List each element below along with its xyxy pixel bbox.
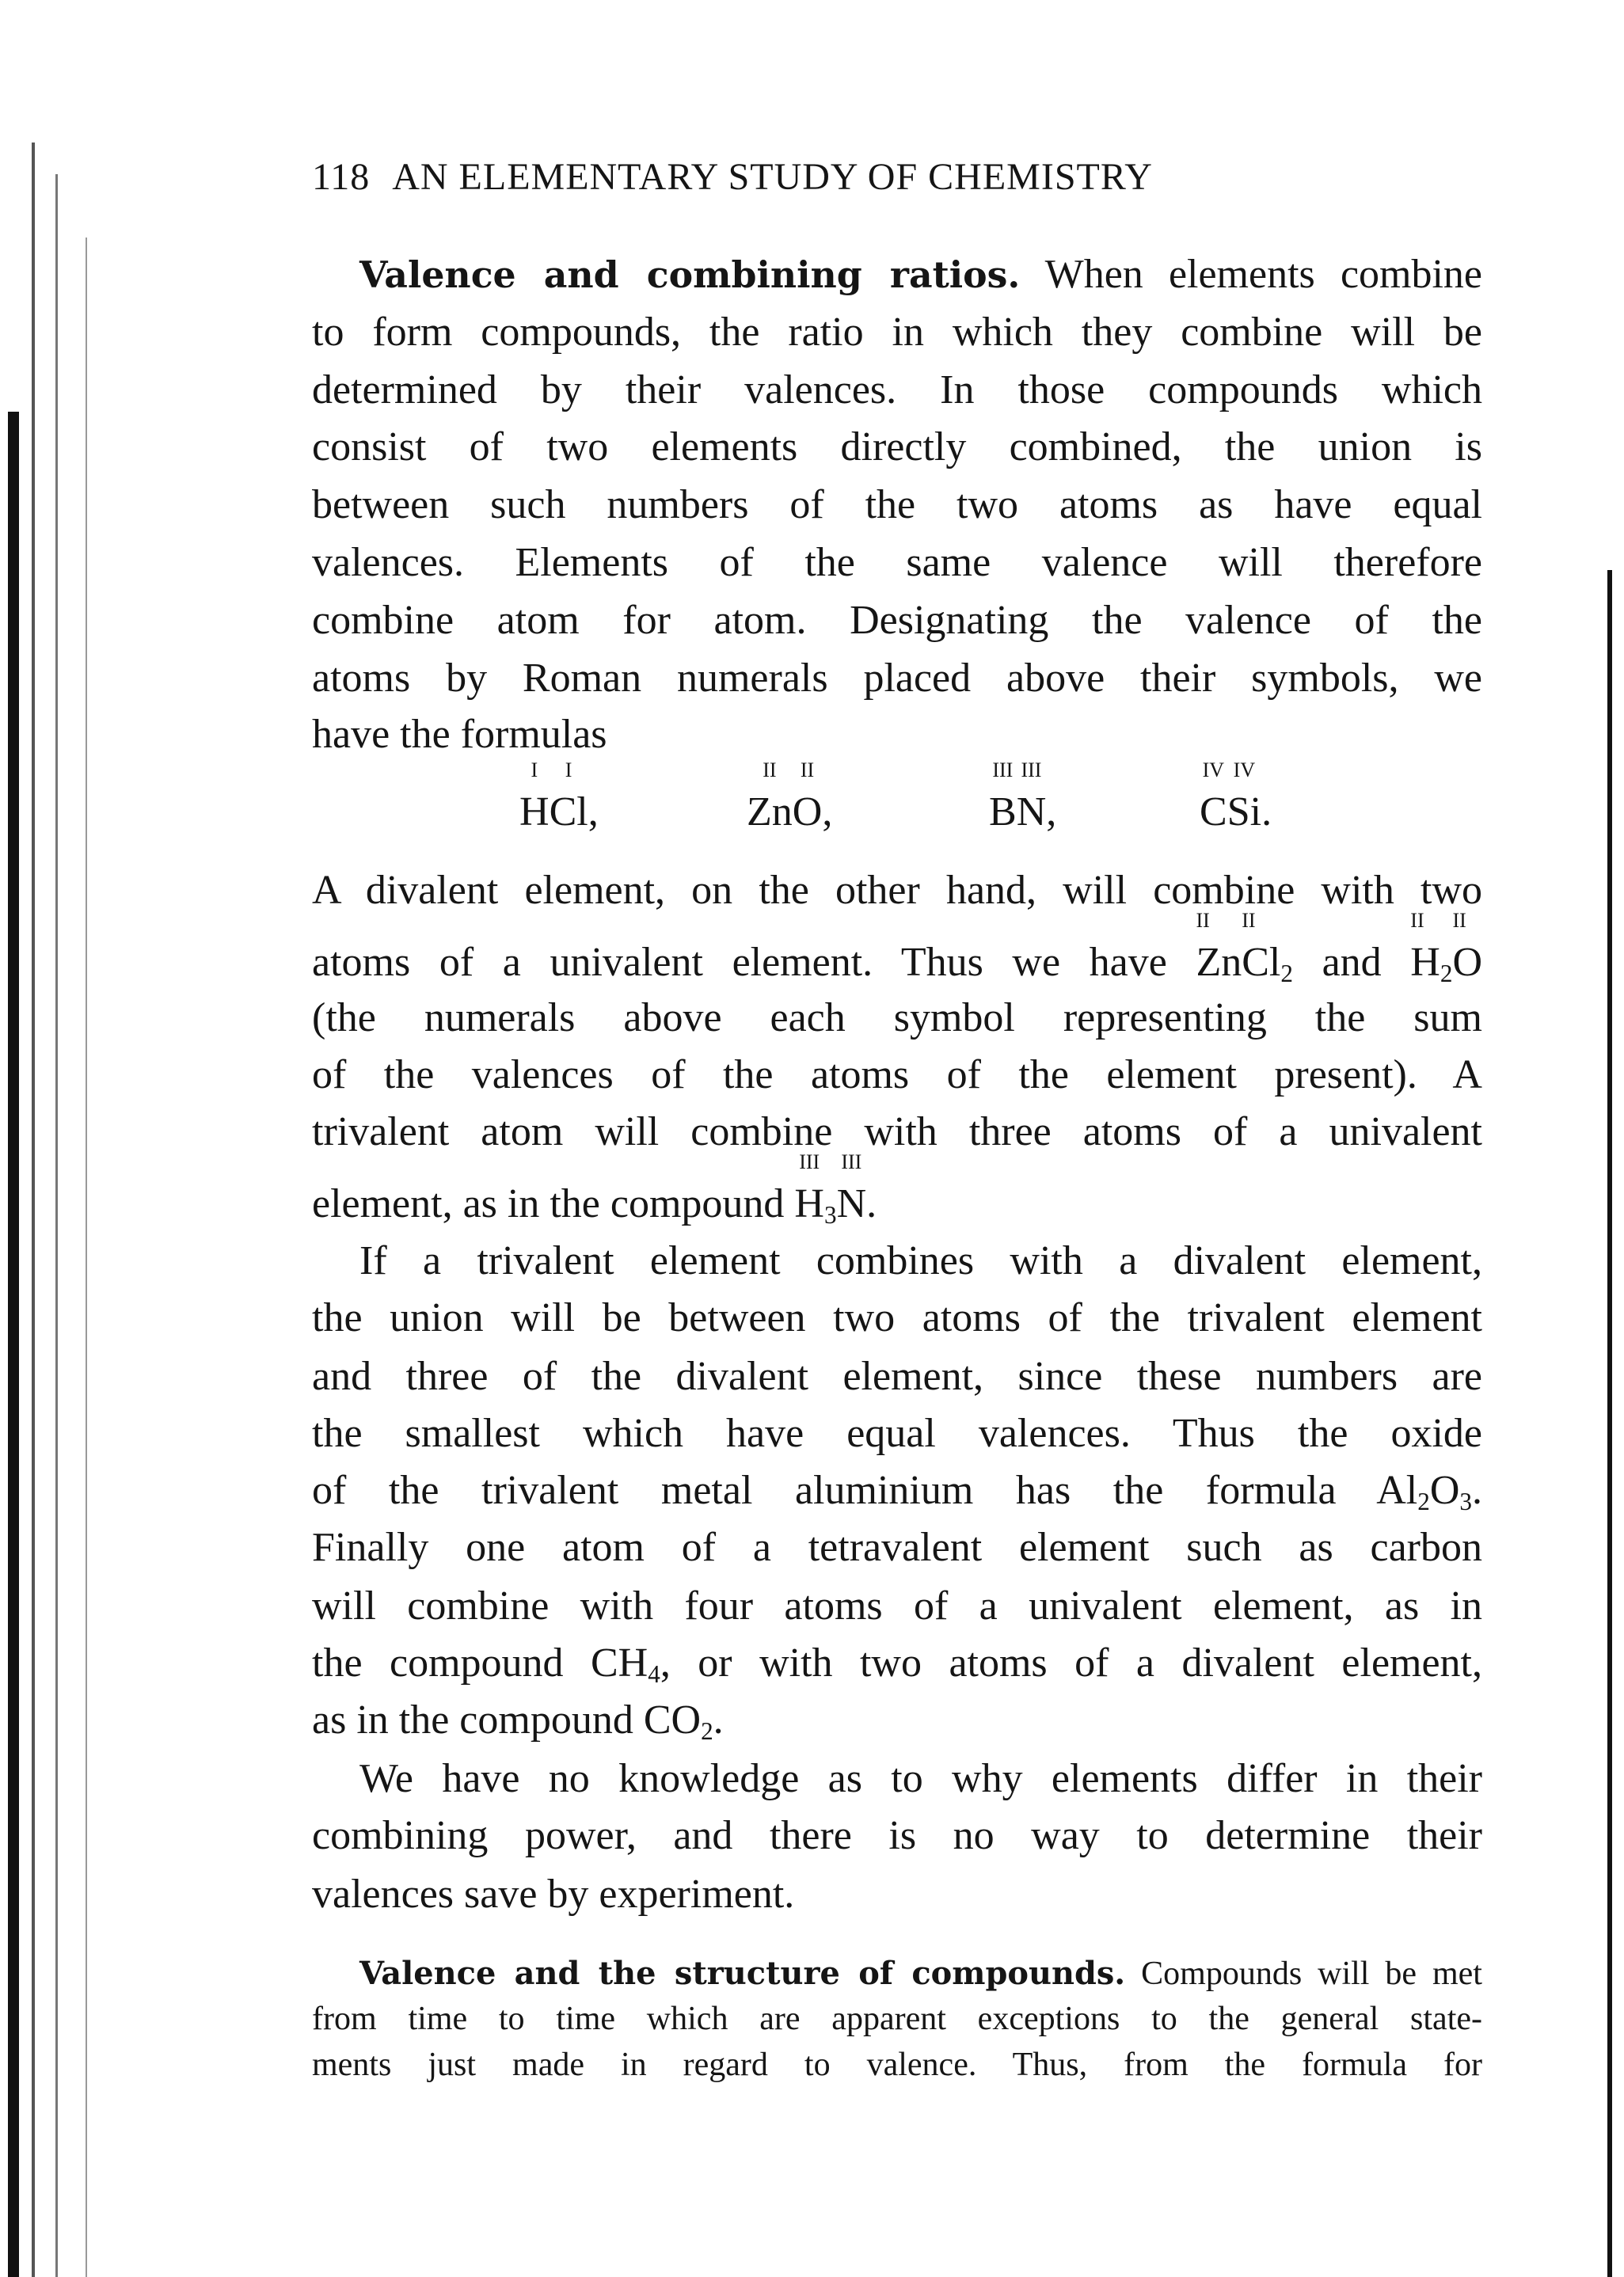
formula — [519, 758, 599, 841]
element-symbol — [747, 758, 793, 841]
text-run: between such numbers of the two atoms as have equal — [312, 482, 1482, 527]
element-text: H — [794, 1181, 824, 1226]
element-symbol — [794, 1150, 824, 1233]
text-run: . — [866, 1181, 877, 1226]
text-line — [312, 1692, 1482, 1749]
text-run: will combine with four atoms of a univalent element, as in — [312, 1583, 1482, 1629]
text-run: A divalent element, on the other hand, will combine with two — [312, 868, 1482, 913]
text-line — [312, 419, 1482, 476]
formula-punctuation: , — [588, 789, 599, 834]
text-run: . — [713, 1697, 724, 1743]
valence-numeral: II — [1196, 909, 1210, 932]
text-line — [312, 862, 1482, 919]
text-line — [312, 534, 1482, 591]
formula — [989, 758, 1057, 841]
element-symbol — [1227, 758, 1262, 841]
text-line — [312, 1104, 1482, 1161]
text-run: , or with two atoms of a divalent element, — [660, 1640, 1482, 1686]
element-text: O — [792, 789, 823, 834]
valence-numeral: II — [1242, 909, 1256, 932]
valence-numeral: II — [1410, 909, 1424, 932]
text-run: and three of the divalent element, since these numbers are — [312, 1354, 1482, 1399]
text-line — [312, 1751, 1482, 1808]
formula-punctuation: , — [822, 789, 833, 834]
text-run: and — [1292, 940, 1411, 985]
text-run: When elements combine — [1020, 252, 1482, 297]
text-line — [312, 1405, 1482, 1462]
valence-numeral: I — [531, 758, 538, 781]
text-line — [312, 1996, 1482, 2042]
element-text: H — [519, 789, 550, 834]
text-run: (the numerals above each symbol representing the sum — [312, 995, 1482, 1040]
element-text: Zn — [1196, 940, 1242, 985]
text-run: ments just made in regard to valence. Thus, from the formula for — [312, 2047, 1482, 2083]
text-line — [312, 650, 1482, 707]
text-run: atoms by Roman numerals placed above their symbols, we — [312, 656, 1482, 701]
text-line — [312, 2042, 1482, 2088]
text-run: determined by their valences. In those compounds which — [312, 367, 1482, 412]
text-line — [312, 1290, 1482, 1347]
text-run: trivalent atom will combine with three atoms of a univalent — [312, 1109, 1482, 1154]
formula-punctuation: . — [1261, 789, 1272, 834]
scan-edge-left-thin2 — [55, 174, 58, 2277]
subscript: 2 — [1280, 959, 1293, 987]
element-text: C — [1200, 789, 1227, 834]
valence-numeral: III — [992, 758, 1014, 781]
text-run: valences save by experiment. — [312, 1872, 795, 1917]
text-line — [312, 1578, 1482, 1635]
text-line — [312, 1047, 1482, 1104]
element-symbol — [792, 758, 823, 841]
text-run: atoms of a univalent element. Thus we have — [312, 940, 1196, 985]
text-run: element, as in the compound — [312, 1181, 795, 1226]
text-run: have the formulas — [312, 712, 607, 757]
text-run: the compound CH — [312, 1640, 648, 1686]
page-number: 118 — [312, 156, 371, 198]
text-run: of the trivalent metal aluminium has the formula Al — [312, 1468, 1418, 1513]
valence-numeral: I — [565, 758, 572, 781]
element-symbol — [836, 1150, 867, 1233]
element-text: Cl — [1242, 940, 1281, 985]
text-run: consist of two elements directly combined, the union is — [312, 424, 1482, 469]
subscript: 2 — [1417, 1487, 1430, 1515]
valence-numeral: IV — [1233, 758, 1256, 781]
text-run: . — [1472, 1468, 1482, 1513]
valence-numeral: III — [841, 1150, 862, 1173]
text-run: to form compounds, the ratio in which they combine will be — [312, 310, 1482, 355]
element-symbol — [1242, 909, 1281, 991]
element-symbol — [1200, 758, 1227, 841]
text-run: If a trivalent element combines with a divalent element, — [359, 1238, 1482, 1283]
element-symbol — [549, 758, 588, 841]
valence-numeral: II — [800, 758, 815, 781]
element-text: N — [1016, 789, 1047, 834]
section-heading: Valence and combining ratios. — [359, 253, 1021, 296]
subscript: 3 — [1459, 1487, 1472, 1515]
valence-numeral: II — [1452, 909, 1466, 932]
valence-numeral: III — [799, 1150, 820, 1173]
text-line — [312, 1150, 1482, 1233]
element-text: Cl — [549, 789, 588, 834]
formula — [747, 758, 833, 841]
text-run: the union will be between two atoms of the trivalent element — [312, 1295, 1482, 1340]
text-line — [312, 362, 1482, 419]
text-run: Compounds will be met — [1125, 1956, 1482, 1992]
text-run: the smallest which have equal valences. Thus the oxide — [312, 1411, 1482, 1456]
text-line — [312, 990, 1482, 1047]
formula-punctuation: , — [1046, 789, 1057, 834]
running-title: AN ELEMENTARY STUDY OF CHEMISTRY — [392, 156, 1153, 198]
text-line — [312, 592, 1482, 649]
scan-edge-left — [8, 412, 19, 2277]
running-header — [312, 155, 1153, 199]
text-line — [312, 304, 1482, 361]
element-text: O — [1452, 940, 1482, 985]
formula — [1200, 758, 1272, 841]
text-run: combining power, and there is no way to determine their — [312, 1813, 1482, 1858]
scan-edge-right — [1607, 570, 1612, 2277]
text-line — [312, 1808, 1482, 1865]
text-line — [312, 1233, 1482, 1290]
subscript: 3 — [823, 1200, 837, 1229]
text-line — [312, 706, 1482, 763]
text-run: of the valences of the atoms of the element present). A — [312, 1052, 1482, 1097]
valence-numeral: III — [1021, 758, 1042, 781]
text-run: from time to time which are apparent exceptions to the general state- — [312, 2001, 1482, 2037]
text-run: valences. Elements of the same valence will therefore — [312, 540, 1482, 585]
text-line — [312, 477, 1482, 534]
text-line — [312, 1635, 1482, 1692]
scan-edge-left-thin3 — [86, 238, 87, 2277]
subscript: 2 — [1440, 959, 1453, 987]
text-run: as in the compound CO — [312, 1697, 702, 1743]
text-run: Finally one atom of a tetravalent element such as carbon — [312, 1525, 1482, 1570]
element-text: Zn — [747, 789, 793, 834]
text-line — [312, 909, 1482, 991]
section-heading: Valence and the structure of compounds. — [359, 1956, 1126, 1992]
scan-edge-left-thin — [32, 143, 35, 2277]
element-symbol — [1452, 909, 1482, 991]
element-symbol — [989, 758, 1017, 841]
text-line — [312, 1348, 1482, 1405]
element-text: B — [989, 789, 1017, 834]
element-symbol — [1410, 909, 1440, 991]
valence-numeral: II — [763, 758, 777, 781]
text-line — [312, 246, 1482, 303]
element-text: H — [1410, 940, 1440, 985]
text-run: combine atom for atom. Designating the valence of the — [312, 598, 1482, 643]
element-text: Si — [1227, 789, 1262, 834]
element-text: N — [836, 1181, 867, 1226]
subscript: 2 — [701, 1716, 713, 1745]
text-line — [312, 1866, 1482, 1923]
text-run: We have no knowledge as to why elements differ in their — [359, 1756, 1482, 1801]
text-line — [312, 1519, 1482, 1576]
element-symbol — [1016, 758, 1047, 841]
valence-numeral: IV — [1202, 758, 1225, 781]
text-run: O — [1429, 1468, 1460, 1513]
text-line — [312, 1951, 1482, 1997]
element-symbol — [519, 758, 550, 841]
element-symbol — [1196, 909, 1242, 991]
subscript: 4 — [648, 1659, 660, 1688]
text-line — [312, 1462, 1482, 1519]
